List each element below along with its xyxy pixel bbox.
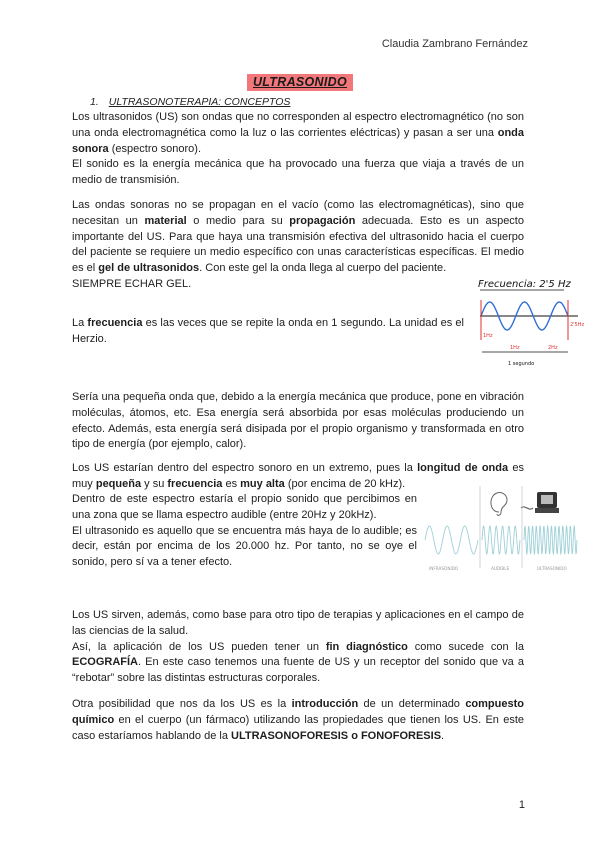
spectrum-wave-1: [482, 526, 520, 554]
paragraph-sound-propagation: Las ondas sonoras no se propagan en el vacío (como las electromagnéticas), sino que necesitan un material o medio para su propagación adecuada. Esto es un aspecto importante del US. Para que haya una transmisión efectiva del ultrasonido hacia el cuerpo del paciente se requiere un medio específico con unas características específicas. El medio es el gel de ultrasonidos. Con este gel la onda llega al cuerpo del paciente. SIEMPRE ECHAR GEL.: [72, 199, 524, 290]
paragraph-energy: Sería una pequeña onda que, debido a la energía mecánica que produce, pone en vibración moléculas, átomos, etc. Esa energía será absorbida por esas moléculas produciendo un efecto. Además, esta energía será disipada por el propio organismo y transformada en otro tipo de energía (por ejemplo, calor).: [72, 391, 524, 451]
frequency-label-end: 2'5Hz: [570, 322, 585, 328]
author-name: Claudia Zambrano Fernández: [381, 38, 528, 50]
frequency-label-high: 2Hz: [548, 345, 558, 351]
ear-icon: [491, 493, 507, 516]
page-title: ULTRASONIDO: [247, 74, 353, 91]
paragraph-health-applications: Los US sirven, además, como base para otro tipo de terapias y aplicaciones en el campo de las ciencias de la salud. Así, la aplicación de los US pueden tener un fin diagnóstico como sucede con la ECOGRAFÍA. En este caso tenemos una fuente de US y un receptor del sonido que va a “rebotar” sobre las distintas estructuras corporales.: [72, 609, 524, 685]
section-heading: [90, 96, 290, 108]
spectrum-label-ultrasound: ULTRASONIDO: [537, 566, 567, 571]
spectrum-waves: [425, 526, 577, 554]
frequency-label-low: 1Hz: [510, 345, 520, 351]
section-title: ULTRASONOTERAPIA: CONCEPTOS: [108, 96, 291, 108]
frequency-label-start: 1Hz: [483, 333, 493, 339]
spectrum-wave-2: [524, 526, 577, 554]
spectrum-label-audible: AUDIBLE: [491, 566, 510, 571]
paragraph-spectrum: Los US estarían dentro del espectro sonoro en un extremo, pues la longitud de onda es muy pequeña y su frecuencia es muy alta (por encima de 20 kHz).: [72, 462, 524, 490]
ultrasound-device-icon: [521, 492, 559, 513]
page-number: 1: [518, 799, 525, 811]
frequency-label-axis: 1 segundo: [508, 361, 535, 367]
paragraph-phonophoresis: Otra posibilidad que nos da los US es la introducción de un determinado compuesto químico en el cuerpo (un fármaco) utilizando las propiedades que tienen los US. En este caso estaríamos hablando de la ULTRASONOFORESIS o FONOFORESIS.: [72, 698, 524, 742]
spectrum-label-infrasound: INFRASONIDO: [429, 566, 459, 571]
sound-spectrum-figure: [421, 482, 581, 578]
section-number: 1.: [90, 96, 99, 108]
paragraph-audible-spectrum: Dentro de este espectro estaría el propio sonido que percibimos en una zona que se llama espectro audible (entre 20Hz y 20kHz). El ultrasonido es aquello que se encuentra más haya de lo audible; es decir, están por encima de los 20.000 hz. Por tanto, no se oye el sonido, pero sí va a tener efecto.: [72, 493, 417, 569]
spectrum-wave-0: [425, 526, 478, 554]
frequency-figure-title: Frecuencia: 2'5 Hz: [478, 279, 571, 290]
frequency-wave-figure: [474, 274, 585, 370]
paragraph-frequency: La frecuencia es las veces que se repite la onda en 1 segundo. La unidad es el Herzio.: [72, 317, 464, 345]
paragraph-ultrasound-definition: Los ultrasonidos (US) son ondas que no corresponden al espectro electromagnético (no son una onda electromagnética como la luz o las corrientes eléctricas) y pasan a ser una onda sonora (espectro sonoro). El sonido es la energía mecánica que ha provocado una fuerza que viaja a través de un medio de transmisión.: [72, 111, 524, 187]
